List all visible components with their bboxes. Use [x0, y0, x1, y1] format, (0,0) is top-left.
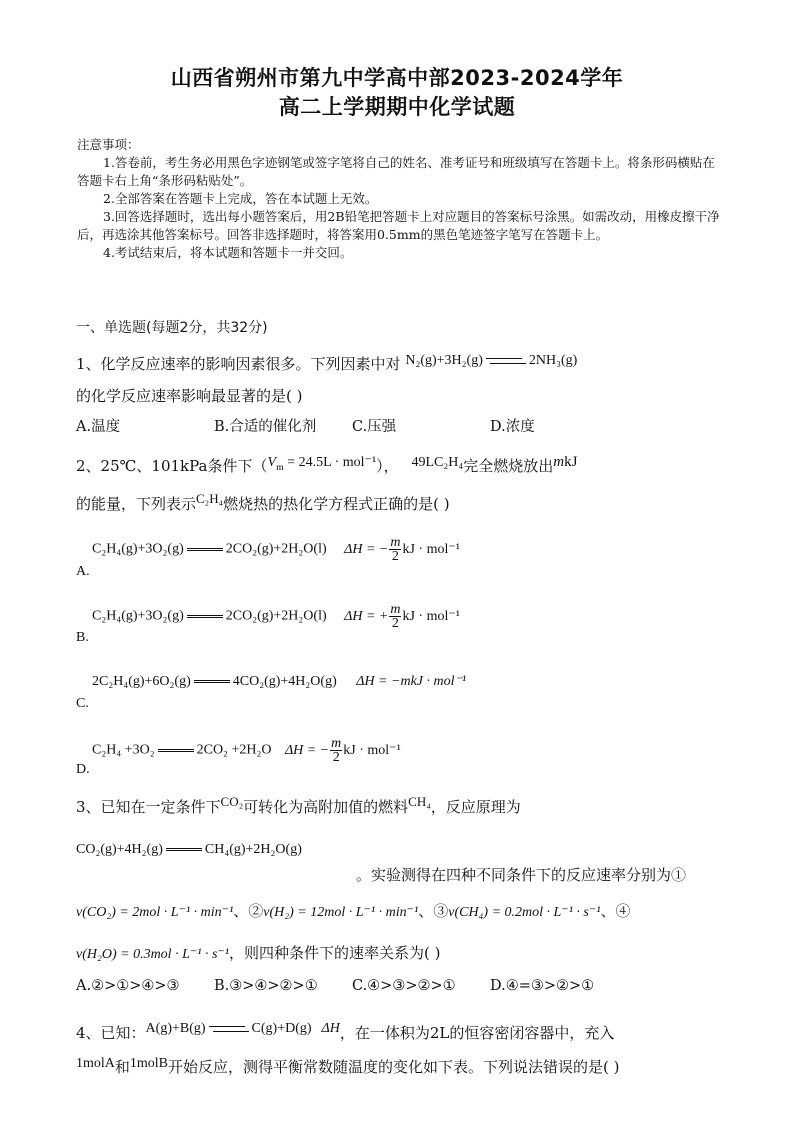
q3-rates-line2 [76, 942, 440, 963]
q2-d-num: m [331, 736, 342, 751]
q1-option-b: B.合适的催化剂 [214, 419, 317, 435]
q2-d-unit: kJ · mol⁻¹ [343, 742, 401, 758]
q3-sep-4: 、④ [600, 902, 631, 920]
q2-d-dh: ΔH = − [284, 742, 330, 758]
q3-ch4: CH₄ [408, 794, 431, 809]
q3-stem-text-1: 3、已知在一定条件下 [76, 798, 221, 816]
q2-d-fraction [330, 737, 342, 764]
q4-stem-line2 [76, 1056, 620, 1077]
notice-item-2: 2.全部答案在答题卡上完成，答在本试题上无效。 [103, 191, 378, 206]
q4-eq-right: C(g)+D(g) [251, 1021, 312, 1036]
q2-b-left: C₂H₄(g)+3O₂(g) [92, 608, 184, 624]
notice-item-1: 1.答卷前，考生务必用黑色字迹钢笔或签字笔将自己的姓名、准考证号和班级填写在答题卡上。将条形码横贴在答题卡右上角“条形码粘贴处”。 [77, 155, 715, 188]
q3-sep-3: 、③ [418, 902, 449, 920]
q2-option-b-letter: B. [76, 630, 89, 645]
q3-rate-1: v(CO₂) = 2mol · L⁻¹ · min⁻¹ [76, 905, 234, 920]
q2-stem-line1 [76, 455, 577, 478]
q3-eq-left: CO₂(g)+4H₂(g) [76, 842, 163, 857]
q3-stem-text-3: ，反应原理为 [430, 798, 521, 816]
q3-stem-line1 [76, 796, 521, 817]
q2-b-num: m [390, 602, 401, 617]
q2-vm-sub: m [276, 461, 284, 473]
q2-b-dh: ΔH = + [344, 608, 389, 624]
q2-option-d-letter: D. [76, 762, 90, 777]
reversible-arrow-icon [209, 1025, 249, 1033]
notice-heading: 注意事项： [77, 137, 140, 152]
q2-a-fraction [389, 536, 401, 563]
notice-block [77, 136, 727, 262]
q2-b-unit: kJ · mol⁻¹ [402, 608, 460, 624]
notice-item-4: 4.考试结束后，将本试题和答题卡一并交回。 [103, 245, 353, 260]
q2-b-right: 2CO₂(g)+2H₂O(l) [225, 608, 327, 624]
q2-stem-text-5: 燃烧热的热化学方程式正确的是( ) [223, 495, 450, 513]
q4-stem-text-2: ，在一体积为2L的恒容密闭容器中，充入 [339, 1024, 615, 1042]
q4-dh: ΔH [321, 1021, 340, 1036]
q4-equation [146, 1021, 340, 1036]
q2-stem-text-3: 完全燃烧放出 [463, 457, 554, 475]
q2-stem-line2 [76, 493, 450, 514]
q2-a-unit: kJ · mol⁻¹ [402, 541, 460, 557]
exam-title-line2: 高二上学期期中化学试题 [278, 95, 516, 119]
section-heading: 一、单选题(每题2分，共32分) [76, 320, 268, 336]
q2-b-den: 2 [391, 616, 399, 631]
q3-option-d: D.④=③>②>① [490, 978, 595, 994]
q3-sep-2: 、② [233, 902, 264, 920]
q1-stem-text: 1、化学反应速率的影响因素很多。下列因素中对 [76, 355, 401, 373]
q2-b-fraction [389, 603, 401, 630]
q2-c-left: 2C₂H₄(g)+6O₂(g) [92, 674, 191, 689]
equal-sign-icon [166, 848, 202, 851]
q3-option-c: C.④>③>②>① [352, 978, 456, 994]
q2-vm-symbol: V [267, 455, 277, 470]
q3-rate-3: v(CH₄) = 0.2mol · L⁻¹ · s⁻¹ [448, 905, 601, 920]
q3-equation [76, 842, 302, 858]
q4-stem-text-4: 开始反应，测得平衡常数随温度的变化如下表。下列说法错误的是( ) [168, 1058, 620, 1076]
q1-equation [405, 353, 577, 368]
notice-item-3: 3.回答选择题时，选出每小题答案后，用2B铅笔把答题卡上对应题目的答案标号涂黑。如需改动，用橡皮擦干净后，再选涂其他答案标号。回答非选择题时，将答案用0.5mm的黑色笔迹签字笔写在答题卡上。 [77, 209, 720, 242]
q2-d-left: C₂H₄ +3O₂ [92, 742, 155, 758]
q2-a-num: m [390, 535, 401, 550]
q2-option-d-equation [92, 737, 401, 764]
q2-stem-text-4: 的能量，下列表示 [76, 495, 197, 513]
q2-a-left: C₂H₄(g)+3O₂(g) [92, 541, 184, 557]
equal-sign-icon [187, 615, 223, 618]
equal-sign-icon [187, 548, 223, 551]
q2-gas-amount: 49LC₂H₄ [411, 455, 464, 470]
q1-option-a: A.温度 [76, 419, 121, 435]
q2-vm-formula [267, 455, 377, 473]
q2-option-c-equation [92, 673, 466, 690]
q3-rate-2: v(H₂) = 12mol · L⁻¹ · min⁻¹ [263, 905, 419, 920]
exam-title-line1: 山西省朔州市第九中学高中部2023-2024学年 [170, 66, 624, 90]
q3-stem-line2: 。实验测得在四种不同条件下的反应速率分别为① [356, 866, 687, 884]
q3-co2: CO₂ [220, 794, 244, 809]
equal-sign-icon [194, 680, 230, 683]
q4-amount-a: 1molA [76, 1056, 115, 1071]
q2-vm-value: = 24.5L · mol⁻¹ [283, 455, 377, 470]
q4-stem-line1 [76, 1022, 614, 1043]
q2-stem-text-2: ）， [376, 457, 399, 475]
reversible-arrow-icon [486, 357, 526, 365]
q2-a-dh: ΔH = − [344, 541, 389, 557]
q1-option-c: C.压强 [352, 419, 397, 435]
q2-energy-unit: kJ [564, 454, 578, 470]
q1-option-d: D.浓度 [490, 419, 535, 435]
q4-stem-text-1: 4、已知： [76, 1024, 146, 1042]
q3-option-a: A.②>①>④>③ [76, 978, 180, 994]
q2-energy [553, 454, 577, 470]
q3-rates-line1 [76, 900, 630, 921]
q4-stem-text-3: 和 [114, 1058, 130, 1076]
q3-option-b: B.③>④>②>① [214, 978, 318, 994]
q2-c-right: 4CO₂(g)+4H₂O(g) [232, 674, 337, 689]
q2-option-a-equation [92, 536, 460, 563]
q3-rate-4: v(H₂O) = 0.3mol · L⁻¹ · s⁻¹ [76, 947, 229, 962]
q2-c-dh: ΔH = −mkJ · mol⁻¹ [356, 674, 467, 689]
q2-d-right: 2CO₂ +2H₂O [196, 742, 272, 758]
equal-sign-icon [158, 749, 194, 752]
q1-stem-line1 [76, 353, 577, 374]
q2-a-right: 2CO₂(g)+2H₂O(l) [225, 541, 327, 557]
q2-option-b-equation [92, 603, 460, 630]
q1-eq-right: 2NH₃(g) [528, 353, 578, 368]
q2-species: C₂H₄ [196, 491, 224, 506]
q4-eq-left: A(g)+B(g) [145, 1021, 206, 1036]
q2-d-den: 2 [332, 750, 340, 765]
q2-a-den: 2 [391, 549, 399, 564]
q2-energy-var: m [553, 454, 565, 470]
q4-amount-b: 1molB [129, 1056, 169, 1071]
q3-stem-text-2: 可转化为高附加值的燃料 [243, 798, 409, 816]
q1-eq-left: N₂(g)+3H₂(g) [405, 353, 483, 368]
q2-option-c-letter: C. [76, 696, 89, 711]
q2-stem-text-1: 2、25℃、101kPa条件下（ [76, 457, 268, 475]
q1-stem-line2: 的化学反应速率影响最显著的是( ) [76, 387, 303, 405]
q3-eq-right: CH₄(g)+2H₂O(g) [204, 842, 302, 857]
q2-option-a-letter: A. [76, 564, 90, 579]
q3-stem-text-4: ，则四种条件下的速率关系为( ) [228, 944, 441, 962]
